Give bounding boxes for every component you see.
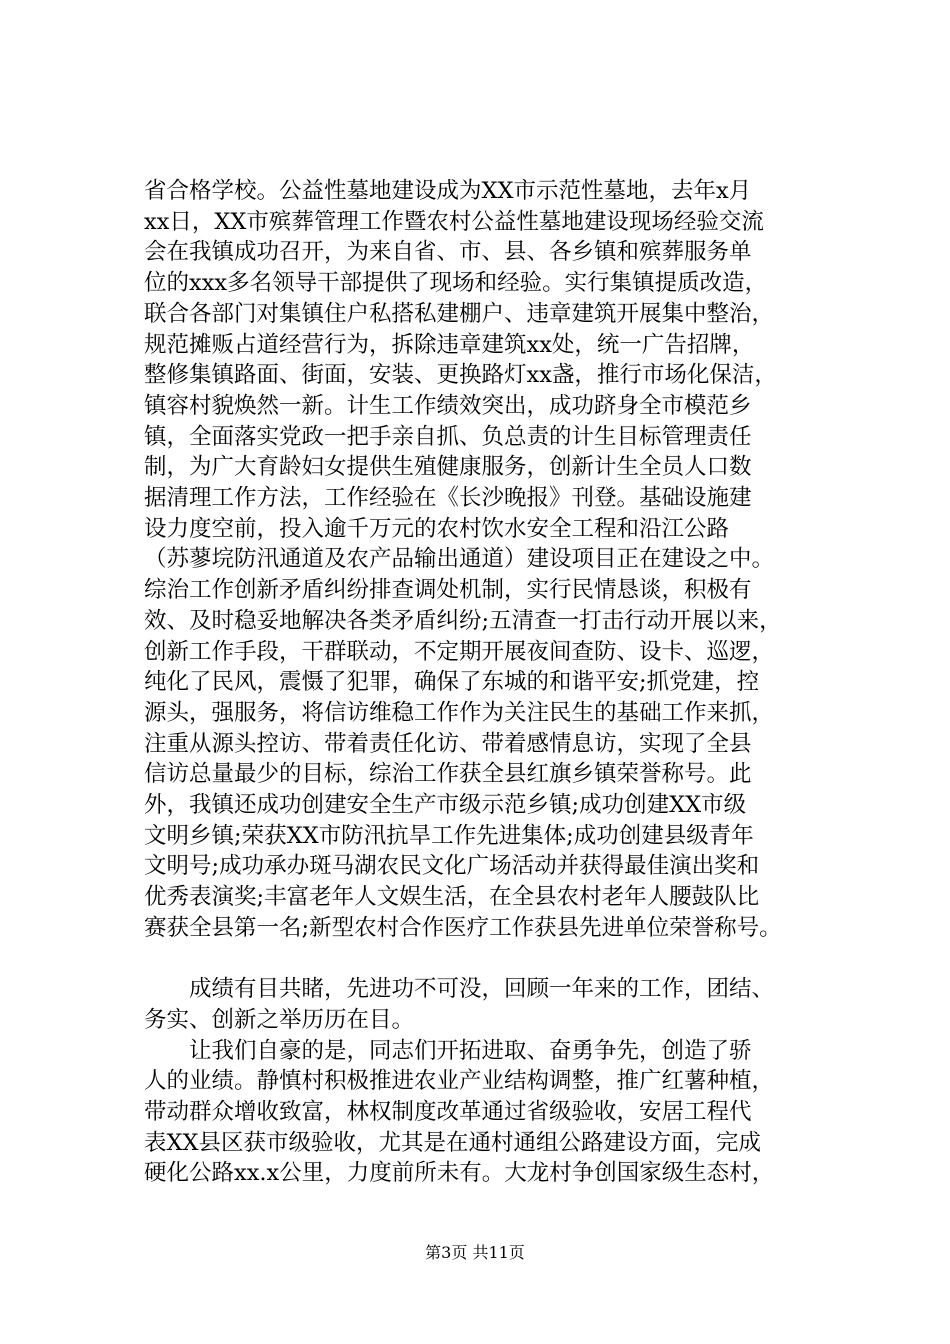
- paragraph-1-line-4: 位的xxx多名领导干部提供了现场和经验。实行集镇提质改造，: [144, 270, 768, 297]
- paragraph-1-line-18: 源头，强服务，将信访维稳工作作为关注民生的基础工作来抓，: [144, 699, 775, 726]
- page-footer: [0, 1243, 950, 1263]
- paragraph-spacer: [144, 944, 824, 975]
- paragraph-3-line-5: 硬化公路xx.x公里，力度前所未有。大龙村争创国家级生态村，: [144, 1160, 775, 1187]
- paragraph-1-line-23: 文明号;成功承办斑马湖农民文化广场活动并获得最佳演出奖和: [144, 853, 760, 880]
- paragraph-1-line-20: 信访总量最少的目标，综治工作获全县红旗乡镇荣誉称号。此: [144, 761, 752, 788]
- paragraph-3-line-4: 表XX县区获市级验收，尤其是在通村通组公路建设方面，完成: [144, 1129, 762, 1156]
- paragraph-3-line-3: 带动群众增收致富，林权制度改革通过省级验收，安居工程代: [144, 1099, 752, 1126]
- paragraph-1-line-17: 纯化了民风，震慑了犯罪，确保了东城的和谐平安;抓党建，控: [144, 669, 760, 696]
- paragraph-2-line-1: 成绩有目共睹，先进功不可没，回顾一年来的工作，团结、: [189, 976, 775, 1003]
- paragraph-1-line-5: 联合各部门对集镇住户私搭私建棚户、违章建筑开展集中整治，: [144, 300, 775, 327]
- paragraph-1-line-21: 外，我镇还成功创建安全生产市级示范乡镇;成功创建XX市级: [144, 792, 747, 819]
- paragraph-3-line-1: 让我们自豪的是，同志们开拓进取、奋勇争先，创造了骄: [189, 1037, 752, 1064]
- paragraph-1-line-2: xx日，XX市殡葬管理工作暨农村公益性墓地建设现场经验交流: [144, 208, 764, 235]
- paragraph-1-line-24: 优秀表演奖;丰富老年人文娱生活，在全县农村老年人腰鼓队比: [144, 884, 760, 911]
- paragraph-1-line-16: 创新工作手段，干群联动，不定期开展夜间查防、设卡、巡逻，: [144, 638, 775, 665]
- paragraph-1-line-10: 制，为广大育龄妇女提供生殖健康服务，创新计生全员人口数: [144, 454, 752, 481]
- paragraph-1-line-8: 镇容村貌焕然一新。计生工作绩效突出，成功跻身全市模范乡: [144, 392, 752, 419]
- paragraph-1-line-19: 注重从源头控访、带着责任化访、带着感情息访，实现了全县: [144, 730, 752, 757]
- paragraph-1-line-14: 综治工作创新矛盾纠纷排查调处机制，实行民情恳谈，积极有: [144, 577, 752, 604]
- paragraph-1-line-6: 规范摊贩占道经营行为，拆除违章建筑xx处，统一广告招牌，: [144, 331, 755, 358]
- paragraph-1-line-15: 效、及时稳妥地解决各类矛盾纠纷;五清查一打击行动开展以来，: [144, 607, 782, 634]
- paragraph-2-line-2: 务实、创新之举历历在目。: [144, 1006, 415, 1033]
- paragraph-1-line-13: （苏蓼垸防汛通道及农产品输出通道）建设项目正在建设之中。: [144, 546, 775, 573]
- paragraph-3-line-2: 人的业绩。静慎村积极推进农业产业结构调整，推广红薯种植，: [144, 1068, 775, 1095]
- paragraph-1-line-9: 镇，全面落实党政一把手亲自抓、负总责的计生目标管理责任: [144, 423, 752, 450]
- paragraph-1-line-22: 文明乡镇;荣获XX市防汛抗旱工作先进集体;成功创建县级青年: [144, 822, 754, 849]
- paragraph-1-line-11: 据清理工作方法，工作经验在《长沙晚报》刊登。基础设施建: [144, 485, 752, 512]
- paragraph-1-line-3: 会在我镇成功召开，为来自省、市、县、各乡镇和殡葬服务单: [144, 239, 752, 266]
- page-number-label: 第3页 共11页: [425, 1243, 525, 1262]
- paragraph-1-line-1: 省合格学校。公益性墓地建设成为XX市示范性墓地，去年x月: [144, 178, 752, 204]
- paragraph-1-line-25: 赛获全县第一名;新型农村合作医疗工作获县先进单位荣誉称号。: [144, 914, 782, 941]
- paragraph-1-line-7: 整修集镇路面、街面，安装、更换路灯xx盏，推行市场化保洁，: [144, 362, 777, 389]
- paragraph-1-line-12: 设力度空前，投入逾千万元的农村饮水安全工程和沿江公路: [144, 515, 730, 542]
- body-text: [144, 176, 824, 1189]
